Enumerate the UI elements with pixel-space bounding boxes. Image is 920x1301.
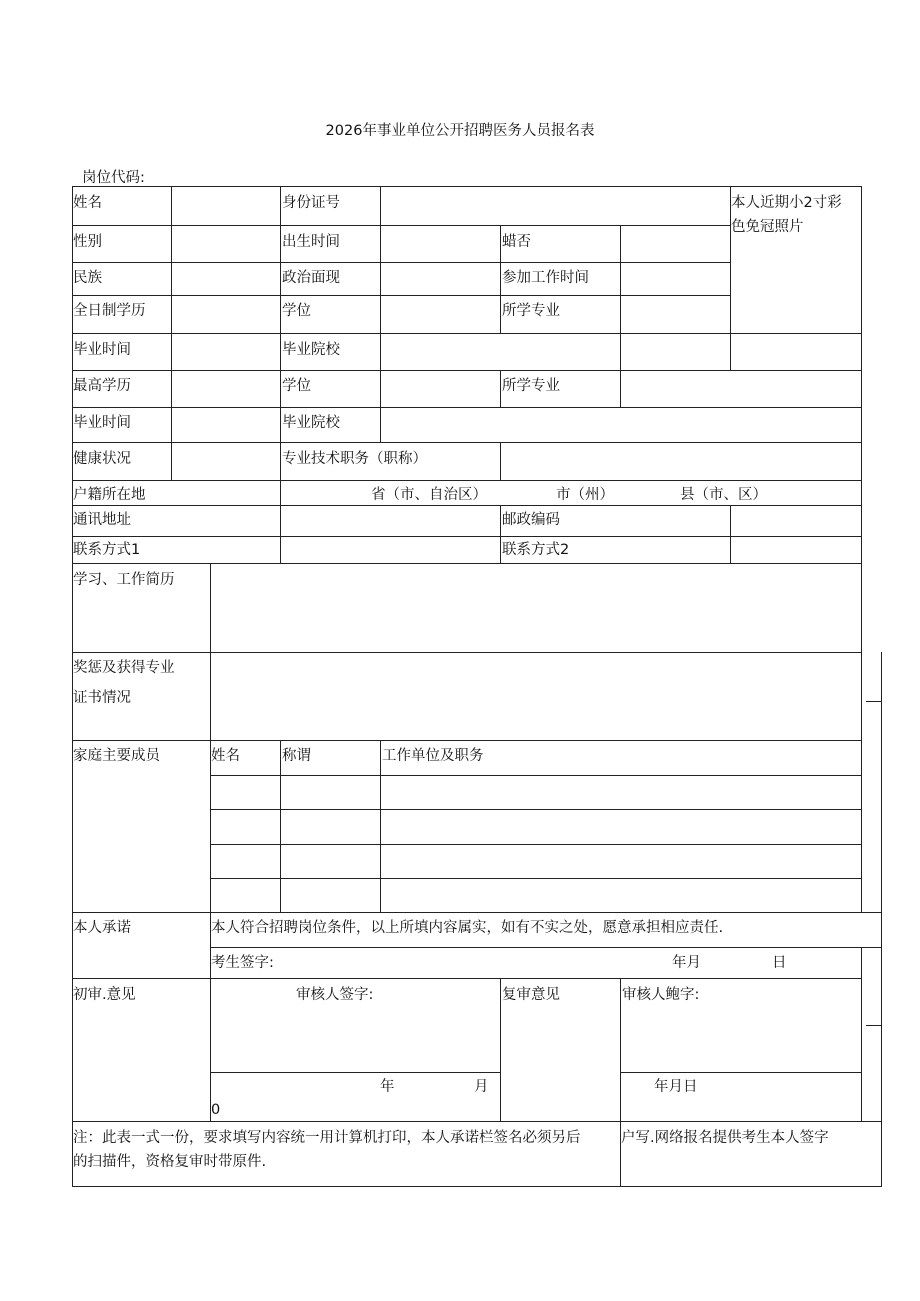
fam-row-1-name[interactable] [210, 775, 281, 810]
label-title-job: 专业技术职务（职称） [282, 451, 427, 467]
label-grad-school1: 毕业院校 [282, 342, 340, 358]
cell-first-review-date[interactable] [210, 1072, 501, 1122]
pledge-text: 本人符合招聘岗位条件，以上所填内容属实，如有不实之处，愿意承担相应责任. [211, 920, 724, 936]
right-edge-dash-2 [866, 1025, 881, 1026]
label-family: 家庭主要成员 [73, 748, 160, 764]
cell-health-input[interactable] [171, 442, 281, 481]
label-health: 健康状况 [73, 451, 131, 467]
cell-awards-input[interactable] [210, 652, 862, 741]
fam-row-4-relation[interactable] [280, 878, 381, 913]
label-marital: 蜡否 [502, 234, 531, 250]
label-political: 政治面现 [282, 270, 340, 286]
cell-postcode-input[interactable] [730, 505, 862, 537]
cell-contact1-input[interactable] [280, 536, 501, 564]
label-birth: 出生时间 [282, 234, 340, 250]
cell-gender-input[interactable] [171, 225, 281, 263]
cell-sign[interactable] [210, 947, 862, 979]
label-grad-time1: 毕业时间 [73, 342, 131, 358]
fam-row-4-name[interactable] [210, 878, 281, 913]
first-review-day: 0 [211, 1102, 221, 1118]
sign-day: 日 [772, 955, 787, 971]
label-work-start: 参加工作时间 [502, 270, 589, 286]
cell-gradtime2-input[interactable] [171, 407, 281, 443]
cell-marital-input[interactable] [620, 225, 731, 263]
label-county: 县（市、区） [680, 487, 767, 503]
label-fam-relation: 称谓 [282, 748, 311, 764]
label-ethnicity: 民族 [73, 270, 102, 286]
cell-workstart-input[interactable] [620, 262, 731, 296]
label-contact1: 联系方式1 [73, 542, 141, 558]
cell-highest-input[interactable] [171, 370, 281, 408]
label-grad-time2: 毕业时间 [73, 415, 131, 431]
label-name: 姓名 [73, 195, 102, 211]
cell-birth-input[interactable] [380, 225, 501, 263]
label-resume: 学习、工作简历 [73, 572, 175, 588]
fam-row-3-relation[interactable] [280, 844, 381, 879]
right-edge-rule [881, 652, 882, 1122]
sign-date: 年月 [672, 955, 701, 971]
label-fam-work: 工作单位及职务 [382, 748, 484, 764]
note-line1: 注：此表一式一份，要求填写内容统一用计算机打印，本人承诺栏签名必须另后 [73, 1130, 581, 1146]
label-contact2: 联系方式2 [502, 542, 570, 558]
label-fam-name: 姓名 [211, 748, 240, 764]
label-id-number: 身份证号 [282, 195, 340, 211]
label-degree1: 学位 [282, 303, 311, 319]
label-photo: 本人近期小2寸彩 [731, 195, 842, 211]
cell-gradschool1-input[interactable] [380, 333, 621, 371]
cell-gradschool1-extra2[interactable] [730, 333, 862, 371]
cell-degree1-input[interactable] [380, 295, 501, 334]
cell-gradtime1-input[interactable] [171, 333, 281, 371]
cell-gradschool2-input[interactable] [380, 407, 862, 443]
fam-row-1-work[interactable] [380, 775, 862, 810]
fam-row-2-work[interactable] [380, 809, 862, 845]
label-fulltime-edu: 全日制学历 [73, 303, 146, 319]
label-awards-line2: 证书情况 [73, 690, 131, 706]
cell-titlejob-input[interactable] [500, 442, 862, 481]
fam-row-2-relation[interactable] [280, 809, 381, 845]
cell-family-label [72, 740, 211, 913]
label-degree2: 学位 [282, 378, 311, 394]
label-first-review: 初审.意见 [73, 987, 136, 1003]
label-province: 省（市、自治区） [371, 487, 487, 503]
label-sign: 考生签字: [211, 955, 274, 971]
label-postcode: 邮政编码 [502, 512, 560, 528]
label-major2: 所学专业 [502, 378, 560, 394]
label-second-review: 复审意见 [502, 987, 560, 1003]
cell-contact2-input[interactable] [730, 536, 862, 564]
fam-row-1-relation[interactable] [280, 775, 381, 810]
label-first-reviewer: 审核人签字: [296, 987, 374, 1003]
cell-degree2-input[interactable] [380, 370, 501, 408]
post-code-label: 岗位代码: [82, 170, 145, 186]
second-review-date: 年月日 [654, 1079, 698, 1095]
label-major1: 所学专业 [502, 303, 560, 319]
label-awards: 奖惩及获得专业 [73, 660, 175, 676]
label-second-reviewer: 审核人鲍字: [622, 987, 700, 1003]
note-line2: 的扫描件，资格复审时带原件. [73, 1154, 267, 1170]
label-photo-line2: 色免冠照片 [731, 219, 804, 235]
label-gender: 性别 [73, 234, 102, 250]
right-edge-dash-1 [866, 701, 881, 702]
label-highest-edu: 最高学历 [73, 378, 131, 394]
cell-name-input[interactable] [171, 186, 281, 226]
label-pledge: 本人承诺 [73, 920, 131, 936]
cell-political-input[interactable] [380, 262, 501, 296]
cell-ethnicity-input[interactable] [171, 262, 281, 296]
first-review-month: 月 [474, 1079, 489, 1095]
label-address: 通讯地址 [73, 512, 131, 528]
fam-row-4-work[interactable] [380, 878, 862, 913]
cell-gradschool1-extra[interactable] [620, 333, 731, 371]
cell-address-input[interactable] [280, 505, 501, 537]
first-review-year: 年 [380, 1079, 395, 1095]
form-title: 2026年事业单位公开招聘医务人员报名表 [325, 123, 595, 139]
cell-fulltime-input[interactable] [171, 295, 281, 334]
cell-id-input[interactable] [380, 186, 731, 226]
label-household: 户籍所在地 [73, 487, 146, 503]
fam-row-3-work[interactable] [380, 844, 862, 879]
cell-resume-input[interactable] [210, 563, 862, 653]
label-grad-school2: 毕业院校 [282, 415, 340, 431]
fam-row-2-name[interactable] [210, 809, 281, 845]
fam-row-3-name[interactable] [210, 844, 281, 879]
label-city: 市（州） [556, 487, 614, 503]
cell-major2-input[interactable] [620, 370, 862, 408]
cell-major1-input[interactable] [620, 295, 731, 334]
note-line1b: 户写.网络报名提供考生本人签字 [621, 1130, 829, 1146]
